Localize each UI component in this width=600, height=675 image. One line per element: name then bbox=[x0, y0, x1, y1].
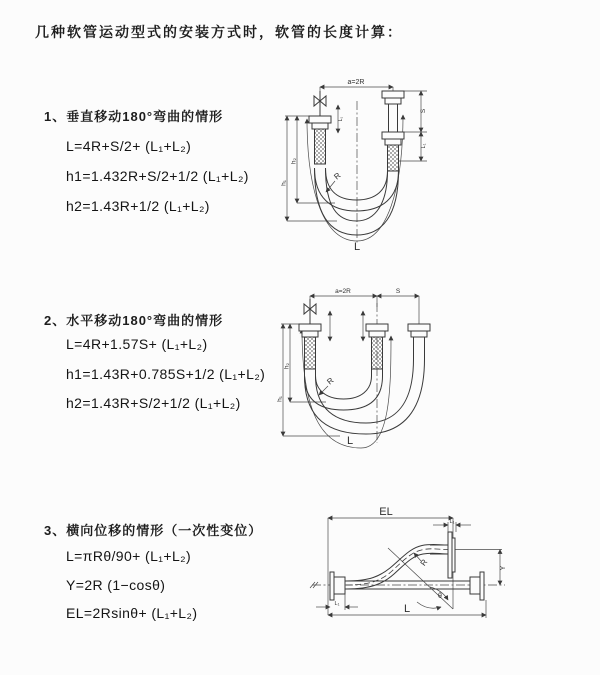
hose-curves bbox=[346, 544, 448, 589]
diagram-lateral-displacement bbox=[280, 502, 600, 660]
braided-section bbox=[388, 145, 399, 171]
diagram-horizontal-180-bend bbox=[278, 281, 568, 456]
braided-section bbox=[305, 337, 316, 369]
dim-label-l1: L₁ bbox=[421, 143, 427, 149]
braided-section bbox=[315, 129, 326, 164]
dim-label-l1-fitting: L₁ bbox=[338, 116, 344, 122]
dim-label-l1-left: L₁ bbox=[334, 601, 340, 607]
section-1-heading: 1、垂直移动180°弯曲的情形 bbox=[44, 109, 224, 124]
left-pipe-fitting bbox=[309, 116, 331, 164]
radius-label: R bbox=[325, 375, 336, 387]
section-2-heading: 2、水平移动180°弯曲的情形 bbox=[44, 313, 224, 328]
dim-label-l1-top: L₁ bbox=[449, 519, 455, 525]
dimension-lines bbox=[281, 296, 419, 436]
dim-label-h2: h₂ bbox=[283, 362, 291, 370]
length-label: L bbox=[353, 241, 361, 253]
diagram-vertical-180-bend bbox=[280, 73, 533, 258]
section-3-formula-Y: Y=2R (1−cosθ) bbox=[66, 577, 166, 593]
dim-label-h1: h₁ bbox=[280, 180, 288, 186]
valve-icon bbox=[314, 91, 326, 116]
angle-construction bbox=[388, 548, 453, 609]
left-flange bbox=[330, 572, 345, 600]
section-1-formula-L: L=4R+S/2+ (L₁+L₂) bbox=[66, 138, 192, 154]
section-2-formula-L: L=4R+1.57S+ (L₁+L₂) bbox=[66, 336, 208, 352]
hose-curves bbox=[305, 337, 425, 434]
middle-pipe-fitting bbox=[366, 324, 388, 369]
dim-label-s: S bbox=[420, 108, 427, 114]
section-3-formula-L: L=πRθ/90+ (L₁+L₂) bbox=[66, 548, 192, 564]
hose-curves bbox=[315, 168, 399, 235]
section-3-formula-EL: EL=2Rsinθ+ (L₁+L₂) bbox=[66, 605, 198, 621]
length-label: L bbox=[403, 603, 411, 615]
section-3-heading: 3、横向位移的情形（一次性变位） bbox=[44, 523, 263, 538]
braided-section bbox=[372, 337, 383, 369]
dim-label-h1: h₁ bbox=[276, 396, 284, 402]
length-label: L bbox=[346, 435, 354, 447]
radius-label: R bbox=[418, 557, 430, 568]
valve-icon bbox=[304, 299, 316, 324]
dim-label-s: S bbox=[395, 288, 401, 295]
section-2-formula-h1: h1=1.43R+0.785S+1/2 (L₁+L₂) bbox=[66, 366, 266, 382]
dim-label-el: EL bbox=[379, 506, 393, 518]
dim-label-y: Y bbox=[500, 565, 507, 571]
dimension-lines bbox=[285, 87, 427, 221]
page-title: 几种软管运动型式的安装方式时，软管的长度计算： bbox=[35, 24, 403, 40]
dim-label-a2r: a=2R bbox=[335, 288, 351, 295]
right-flange bbox=[470, 572, 484, 600]
upper-flange bbox=[430, 532, 455, 578]
dim-label-a2r: a=2R bbox=[347, 79, 365, 86]
section-1-formula-h2: h2=1.43R+1/2 (L₁+L₂) bbox=[66, 198, 210, 214]
section-2-formula-h2: h2=1.43R+S/2+1/2 (L₁+L₂) bbox=[66, 395, 241, 411]
dim-label-h2: h₂ bbox=[290, 157, 298, 165]
right-pipe-fitting bbox=[408, 324, 430, 337]
radius-label: R bbox=[332, 170, 343, 182]
angle-label: θ bbox=[438, 593, 442, 600]
section-1-formula-h1: h1=1.432R+S/2+1/2 (L₁+L₂) bbox=[66, 168, 249, 184]
